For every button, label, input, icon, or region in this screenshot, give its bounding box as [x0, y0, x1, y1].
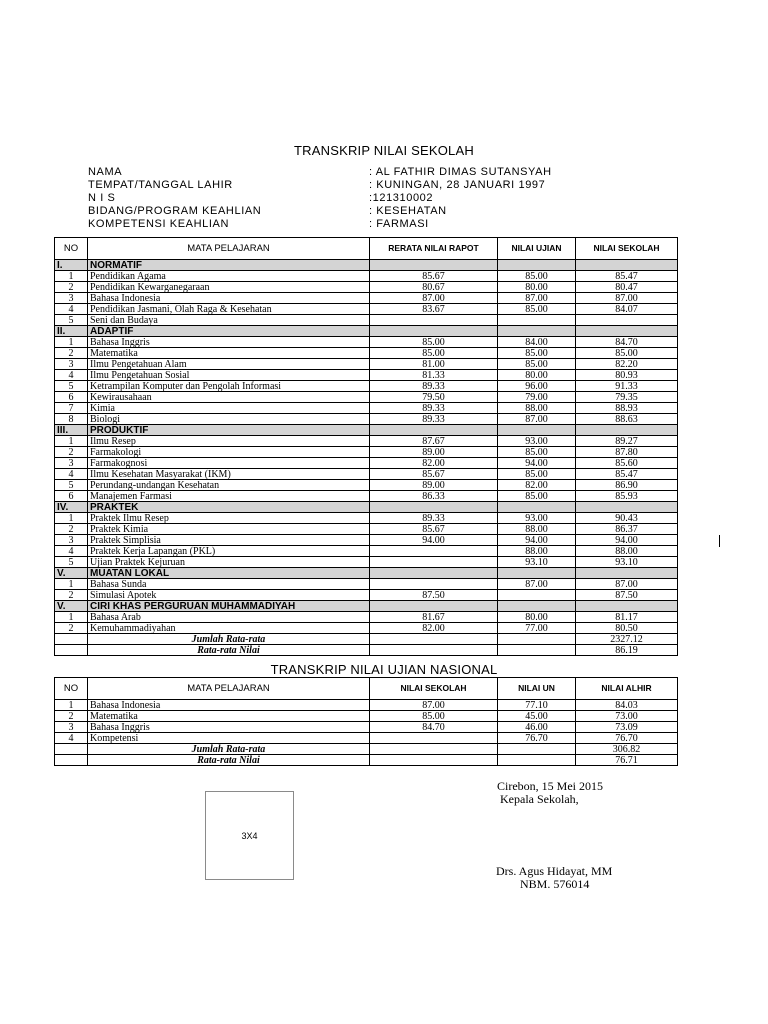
col5-value: 80.50 [576, 623, 678, 634]
section-number: V. [55, 568, 88, 579]
text-cursor [719, 535, 720, 547]
info-label: KOMPETENSI KEAHLIAN [88, 218, 229, 230]
subject-name: Biologi [88, 414, 370, 425]
section-row [55, 425, 678, 436]
total-label: Rata-rata Nilai [88, 645, 370, 656]
row-number: 4 [55, 370, 88, 381]
col4-value: 80.00 [498, 282, 576, 293]
school-grades-table [54, 237, 678, 656]
info-row [88, 166, 552, 179]
national-exam-transcript-title: TRANSKRIP NILAI UJIAN NASIONAL [270, 662, 498, 677]
col4-value: 80.00 [498, 612, 576, 623]
col3-value [370, 579, 498, 590]
subject-name: Ketrampilan Komputer dan Pengolah Informasi [88, 381, 370, 392]
info-label: TEMPAT/TANGGAL LAHIR [88, 179, 233, 191]
subject-name: Farmakognosi [88, 458, 370, 469]
col5-value: 80.47 [576, 282, 678, 293]
table-row [55, 414, 678, 425]
subject-name: Matematika [88, 711, 370, 722]
header-col4-value: NILAI UN [498, 678, 576, 700]
row-number: 7 [55, 403, 88, 414]
col5-value: 73.00 [576, 711, 678, 722]
header-col3-value: NILAI SEKOLAH [370, 678, 498, 700]
row-number: 4 [55, 469, 88, 480]
section-blank [370, 326, 498, 337]
subject-name: Ilmu Resep [88, 436, 370, 447]
table-row [55, 700, 678, 711]
info-row [88, 192, 552, 205]
col3-value: 84.70 [370, 722, 498, 733]
total-value: 86.19 [576, 645, 678, 656]
total-row [55, 755, 678, 766]
col3-value [370, 315, 498, 326]
total-blank [370, 755, 498, 766]
subject-name: Pendidikan Agama [88, 271, 370, 282]
col3-value: 87.00 [370, 700, 498, 711]
total-blank [498, 744, 576, 755]
subject-name: Ilmu Kesehatan Masyarakat (IKM) [88, 469, 370, 480]
section-blank [498, 425, 576, 436]
row-number: 2 [55, 590, 88, 601]
table-row [55, 348, 678, 359]
subject-name: Praktek Kerja Lapangan (PKL) [88, 546, 370, 557]
col3-value: 89.00 [370, 447, 498, 458]
section-blank [498, 568, 576, 579]
col5-value: 86.37 [576, 524, 678, 535]
row-number: 2 [55, 282, 88, 293]
col5-value: 85.47 [576, 469, 678, 480]
table-row [55, 579, 678, 590]
row-number: 2 [55, 348, 88, 359]
subject-name: Seni dan Budaya [88, 315, 370, 326]
col5-value: 81.17 [576, 612, 678, 623]
table-row [55, 436, 678, 447]
section-blank [576, 502, 678, 513]
col4-value: 94.00 [498, 458, 576, 469]
table-row [55, 546, 678, 557]
col3-value: 79.50 [370, 392, 498, 403]
table-row [55, 370, 678, 381]
subject-name: Praktek Kimia [88, 524, 370, 535]
total-blank [370, 634, 498, 645]
table-row [55, 469, 678, 480]
col4-value: 87.00 [498, 293, 576, 304]
col3-value: 85.67 [370, 469, 498, 480]
header-col5-value: NILAI SEKOLAH [576, 238, 678, 260]
section-number: II. [55, 326, 88, 337]
info-value: :121310002 [369, 192, 434, 204]
col4-value: 76.70 [498, 733, 576, 744]
section-name: MUATAN LOKAL [88, 568, 370, 579]
col4-value: 85.00 [498, 469, 576, 480]
col4-value: 93.00 [498, 436, 576, 447]
table-row [55, 282, 678, 293]
section-name: CIRI KHAS PERGURUAN MUHAMMADIYAH [88, 601, 370, 612]
info-label: BIDANG/PROGRAM KEAHLIAN [88, 205, 262, 217]
col4-value: 93.00 [498, 513, 576, 524]
col5-value: 84.07 [576, 304, 678, 315]
row-number: 3 [55, 722, 88, 733]
row-number: 4 [55, 733, 88, 744]
col4-value: 84.00 [498, 337, 576, 348]
col4-value: 94.00 [498, 535, 576, 546]
col3-value: 87.00 [370, 293, 498, 304]
section-number: IV. [55, 502, 88, 513]
total-blank [55, 744, 88, 755]
col3-value: 82.00 [370, 623, 498, 634]
table-row [55, 711, 678, 722]
col4-value: 88.00 [498, 403, 576, 414]
header-row-number: NO [55, 678, 88, 700]
row-number: 2 [55, 623, 88, 634]
col3-value: 86.33 [370, 491, 498, 502]
col5-value: 87.80 [576, 447, 678, 458]
row-number: 1 [55, 337, 88, 348]
col5-value: 88.93 [576, 403, 678, 414]
col3-value: 89.33 [370, 414, 498, 425]
total-blank [55, 755, 88, 766]
col3-value: 81.33 [370, 370, 498, 381]
table-row [55, 458, 678, 469]
col4-value: 87.00 [498, 414, 576, 425]
row-number: 2 [55, 524, 88, 535]
subject-name: Ujian Praktek Kejuruan [88, 557, 370, 568]
school-transcript-title: TRANSKRIP NILAI SEKOLAH [294, 143, 474, 158]
col3-value: 89.00 [370, 480, 498, 491]
col3-value: 85.67 [370, 524, 498, 535]
subject-name: Ilmu Pengetahuan Sosial [88, 370, 370, 381]
table-row [55, 524, 678, 535]
info-value: : KUNINGAN, 28 JANUARI 1997 [369, 179, 546, 191]
col3-value: 87.50 [370, 590, 498, 601]
col5-value: 85.93 [576, 491, 678, 502]
section-blank [576, 260, 678, 271]
row-number: 6 [55, 392, 88, 403]
row-number: 4 [55, 546, 88, 557]
subject-name: Manajemen Farmasi [88, 491, 370, 502]
col5-value: 85.00 [576, 348, 678, 359]
section-blank [370, 568, 498, 579]
section-blank [498, 502, 576, 513]
total-value: 76.71 [576, 755, 678, 766]
total-row [55, 634, 678, 645]
subject-name: Matematika [88, 348, 370, 359]
total-blank [55, 634, 88, 645]
col4-value: 82.00 [498, 480, 576, 491]
col5-value: 84.03 [576, 700, 678, 711]
col4-value: 85.00 [498, 304, 576, 315]
table-row [55, 623, 678, 634]
total-blank [370, 645, 498, 656]
col4-value: 80.00 [498, 370, 576, 381]
col5-value: 76.70 [576, 733, 678, 744]
col5-value: 87.00 [576, 579, 678, 590]
subject-name: Perundang-undangan Kesehatan [88, 480, 370, 491]
total-blank [498, 634, 576, 645]
total-value: 2327.12 [576, 634, 678, 645]
col3-value: 89.33 [370, 513, 498, 524]
signature-name: Drs. Agus Hidayat, MM [496, 864, 613, 878]
section-number: I. [55, 260, 88, 271]
row-number: 1 [55, 436, 88, 447]
col4-value: 87.00 [498, 579, 576, 590]
header-subject-name: MATA PELAJARAN [88, 238, 370, 260]
row-number: 1 [55, 513, 88, 524]
section-blank [576, 425, 678, 436]
section-name: PRODUKTIF [88, 425, 370, 436]
photo-placeholder [205, 791, 294, 880]
total-label: Jumlah Rata-rata [88, 744, 370, 755]
photo-label: 3X4 [241, 830, 258, 841]
col3-value: 83.67 [370, 304, 498, 315]
col4-value: 46.00 [498, 722, 576, 733]
col3-value: 85.00 [370, 337, 498, 348]
section-name: ADAPTIF [88, 326, 370, 337]
col5-value: 88.63 [576, 414, 678, 425]
col5-value: 94.00 [576, 535, 678, 546]
section-number: III. [55, 425, 88, 436]
col5-value: 80.93 [576, 370, 678, 381]
info-value: : AL FATHIR DIMAS SUTANSYAH [369, 166, 552, 178]
col5-value [576, 315, 678, 326]
subject-name: Pendidikan Jasmani, Olah Raga & Kesehatan [88, 304, 370, 315]
table-row [55, 381, 678, 392]
section-row [55, 502, 678, 513]
row-number: 3 [55, 359, 88, 370]
section-blank [370, 601, 498, 612]
col5-value: 91.33 [576, 381, 678, 392]
header-subject-name: MATA PELAJARAN [88, 678, 370, 700]
section-blank [370, 502, 498, 513]
col4-value: 85.00 [498, 491, 576, 502]
total-blank [498, 645, 576, 656]
table-row [55, 304, 678, 315]
info-row [88, 179, 552, 192]
col5-value: 89.27 [576, 436, 678, 447]
subject-name: Bahasa Inggris [88, 722, 370, 733]
col5-value: 84.70 [576, 337, 678, 348]
total-label: Rata-rata Nilai [88, 755, 370, 766]
col5-value: 85.60 [576, 458, 678, 469]
section-blank [370, 260, 498, 271]
section-name: NORMATIF [88, 260, 370, 271]
col3-value: 81.00 [370, 359, 498, 370]
col4-value: 79.00 [498, 392, 576, 403]
subject-name: Farmakologi [88, 447, 370, 458]
subject-name: Bahasa Indonesia [88, 700, 370, 711]
table-row [55, 447, 678, 458]
table-row [55, 491, 678, 502]
info-row [88, 205, 552, 218]
table-header-row [55, 678, 678, 700]
info-label: N I S [88, 192, 116, 204]
section-blank [498, 260, 576, 271]
section-row [55, 601, 678, 612]
col3-value: 85.67 [370, 271, 498, 282]
col5-value: 86.90 [576, 480, 678, 491]
section-number: V. [55, 601, 88, 612]
signature-position: Kepala Sekolah, [500, 792, 579, 806]
subject-name: Bahasa Indonesia [88, 293, 370, 304]
info-value: : FARMASI [369, 218, 429, 230]
col3-value: 94.00 [370, 535, 498, 546]
table-row [55, 557, 678, 568]
col3-value: 80.67 [370, 282, 498, 293]
header-col5-value: NILAI ALHIR [576, 678, 678, 700]
col4-value: 93.10 [498, 557, 576, 568]
col5-value: 79.35 [576, 392, 678, 403]
col4-value: 77.10 [498, 700, 576, 711]
col4-value [498, 315, 576, 326]
subject-name: Kimia [88, 403, 370, 414]
row-number: 5 [55, 557, 88, 568]
col3-value: 82.00 [370, 458, 498, 469]
subject-name: Kewirausahaan [88, 392, 370, 403]
col5-value: 82.20 [576, 359, 678, 370]
col4-value: 85.00 [498, 359, 576, 370]
header-col4-value: NILAI UJIAN [498, 238, 576, 260]
subject-name: Simulasi Apotek [88, 590, 370, 601]
table-row [55, 359, 678, 370]
col4-value: 77.00 [498, 623, 576, 634]
col5-value: 87.00 [576, 293, 678, 304]
row-number: 1 [55, 700, 88, 711]
row-number: 1 [55, 271, 88, 282]
col4-value: 96.00 [498, 381, 576, 392]
subject-name: Pendidikan Kewarganegaraan [88, 282, 370, 293]
table-row [55, 733, 678, 744]
row-number: 1 [55, 612, 88, 623]
subject-name: Kemuhammadiyahan [88, 623, 370, 634]
row-number: 5 [55, 315, 88, 326]
col3-value: 81.67 [370, 612, 498, 623]
col4-value: 88.00 [498, 546, 576, 557]
row-number: 3 [55, 458, 88, 469]
section-blank [498, 326, 576, 337]
col5-value: 73.09 [576, 722, 678, 733]
table-row [55, 293, 678, 304]
total-row [55, 645, 678, 656]
subject-name: Praktek Ilmu Resep [88, 513, 370, 524]
col4-value: 85.00 [498, 348, 576, 359]
table-row [55, 590, 678, 601]
col5-value: 88.00 [576, 546, 678, 557]
header-row-number: NO [55, 238, 88, 260]
table-row [55, 535, 678, 546]
table-row [55, 612, 678, 623]
info-label: NAMA [88, 166, 123, 178]
col3-value: 85.00 [370, 711, 498, 722]
row-number: 8 [55, 414, 88, 425]
col5-value: 90.43 [576, 513, 678, 524]
section-blank [370, 425, 498, 436]
col3-value [370, 733, 498, 744]
signature-place-date: Cirebon, 15 Mei 2015 [497, 779, 603, 793]
col3-value: 89.33 [370, 381, 498, 392]
col3-value: 89.33 [370, 403, 498, 414]
table-row [55, 271, 678, 282]
col3-value: 87.67 [370, 436, 498, 447]
total-value: 306.82 [576, 744, 678, 755]
table-row [55, 722, 678, 733]
row-number: 5 [55, 381, 88, 392]
table-row [55, 392, 678, 403]
total-blank [55, 645, 88, 656]
table-header-row [55, 238, 678, 260]
total-row [55, 744, 678, 755]
row-number: 3 [55, 535, 88, 546]
signature-nbm: NBM. 576014 [520, 877, 590, 891]
subject-name: Praktek Simplisia [88, 535, 370, 546]
section-name: PRAKTEK [88, 502, 370, 513]
info-row [88, 218, 552, 231]
row-number: 2 [55, 711, 88, 722]
section-row [55, 260, 678, 271]
info-value: : KESEHATAN [369, 205, 447, 217]
col4-value: 85.00 [498, 271, 576, 282]
row-number: 1 [55, 579, 88, 590]
subject-name: Ilmu Pengetahuan Alam [88, 359, 370, 370]
col3-value [370, 557, 498, 568]
table-row [55, 403, 678, 414]
col5-value: 85.47 [576, 271, 678, 282]
col5-value: 93.10 [576, 557, 678, 568]
col4-value: 85.00 [498, 447, 576, 458]
col4-value [498, 590, 576, 601]
col3-value: 85.00 [370, 348, 498, 359]
subject-name: Bahasa Arab [88, 612, 370, 623]
col5-value: 87.50 [576, 590, 678, 601]
section-row [55, 326, 678, 337]
total-label: Jumlah Rata-rata [88, 634, 370, 645]
row-number: 6 [55, 491, 88, 502]
section-blank [576, 326, 678, 337]
col4-value: 45.00 [498, 711, 576, 722]
table-row [55, 480, 678, 491]
row-number: 4 [55, 304, 88, 315]
subject-name: Kompetensi [88, 733, 370, 744]
header-col3-value: RERATA NILAI RAPOT [370, 238, 498, 260]
col3-value [370, 546, 498, 557]
section-blank [576, 601, 678, 612]
row-number: 2 [55, 447, 88, 458]
section-row [55, 568, 678, 579]
table-row [55, 337, 678, 348]
subject-name: Bahasa Sunda [88, 579, 370, 590]
total-blank [498, 755, 576, 766]
section-blank [576, 568, 678, 579]
col4-value: 88.00 [498, 524, 576, 535]
table-row [55, 513, 678, 524]
student-info [88, 166, 552, 231]
table-row [55, 315, 678, 326]
section-blank [498, 601, 576, 612]
subject-name: Bahasa Inggris [88, 337, 370, 348]
row-number: 5 [55, 480, 88, 491]
national-exam-table [54, 677, 678, 766]
row-number: 3 [55, 293, 88, 304]
total-blank [370, 744, 498, 755]
